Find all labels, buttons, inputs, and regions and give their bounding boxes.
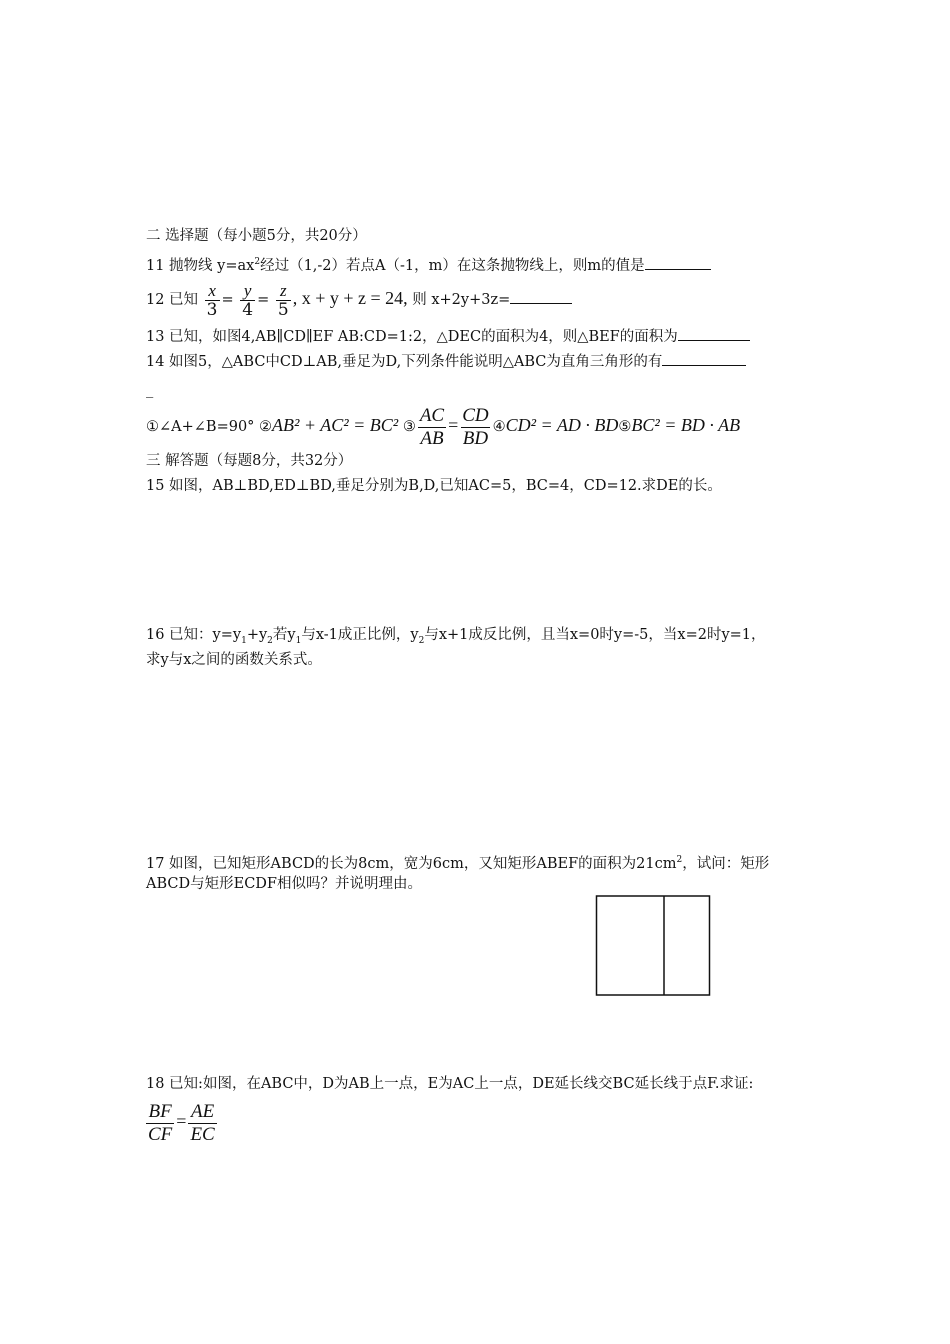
q16-b: +y [246,627,268,643]
question-14 [146,351,746,372]
q16-sub-2: 2 [267,635,273,646]
q17-a: 17 如图，已知矩形ABCD的长为8cm，宽为6cm，又知矩形ABEF的面积为21cm [146,855,677,872]
q14-option-5-label: ⑤ [618,419,632,435]
q17-outer-rectangle [597,896,710,995]
q12-f3-num: z [279,280,287,300]
q14-option-3-label: ③ [402,419,416,435]
q17-b: ，试问：矩形 [682,855,770,872]
section-title-answer: 三 解答题（每题8分，共32分） [146,453,353,469]
q16-e: 与x+1成反比例，且当x=0时y=-5，当x=2时y=1， [424,627,766,643]
q12-condition: , x + y + z = 24, [292,288,408,308]
q12-f2-num: y [243,280,252,300]
q12-f1-den: 3 [206,299,218,320]
q14-o3-f2-num: CD [462,404,489,426]
question-12 [146,276,572,322]
q14-option-4-expr: CD² = AD · BD [505,415,619,435]
q18-f1-num: BF [148,1100,172,1122]
q12-eq-1: = [221,292,239,308]
q11-sup: 2 [254,257,261,267]
q12-f3-den: 5 [277,299,289,320]
q18-frac-ae-ec [188,1101,216,1146]
q16-sub-4: 2 [418,635,425,646]
question-17-line-2: ABCD与矩形ECDF相似吗？并说明理由。 [146,876,422,892]
q11-text-b: 经过（1,-2）若点A（-1，m）在这条抛物线上，则m的值是 [260,257,645,274]
q18-f1-den: CF [148,1123,173,1145]
q14-option-4-label: ④ [492,419,506,435]
q12-fraction-x [205,281,220,320]
q12-fraction-z [276,281,291,320]
question-13 [146,326,750,347]
q14-option-3-eq: = [448,415,459,435]
q14-text: 14 如图5，△ABC中CD⊥AB,垂足为D,下列条件能说明△ABC为直角三角形的有 [146,354,663,370]
q14-o3-f1-den: AB [420,427,444,449]
q18-f2-num: AE [190,1100,215,1122]
question-11 [146,252,711,276]
question-16-line-1 [146,625,766,651]
q17-rectangle-figure [595,894,713,998]
question-18-line-1: 18 已知:如图，在ABC中，D为AB上一点，E为AC上一点，DE延长线交BC延长线于点F.求证: [146,1076,754,1092]
q14-option-3-frac-1 [418,405,446,450]
question-17-line-1 [146,850,769,874]
q17-sup: 2 [676,855,683,865]
q14-options [146,400,740,452]
q12-prefix: 12 已知 [146,292,199,308]
q11-text-a: 11 抛物线 y=ax [146,257,255,274]
q14-o3-f1-num: AC [419,404,445,426]
q12-eq-2: = [257,292,274,308]
question-15: 15 如图，AB⊥BD,ED⊥BD,垂足分别为B,D,已知AC=5，BC=4，CD=12.求DE的长。 [146,478,722,494]
q18-proof-expression [144,1097,219,1147]
q18-frac-bf-cf [146,1101,174,1146]
q16-a: 16 已知：y=y [146,627,242,643]
q11-answer-blank[interactable] [645,255,711,270]
q14-answer-blank[interactable] [662,351,746,366]
q12-answer-blank[interactable] [510,289,572,304]
q14-option-2-label: ② [259,419,273,435]
q12-tail: 则 x+2y+3z= [412,292,511,308]
q14-option-3-frac-2 [460,405,490,450]
q14-option-5-expr: BC² = BD · AB [631,415,741,435]
q13-answer-blank[interactable] [678,326,750,341]
q18-eq: = [176,1111,187,1131]
q14-o3-f2-den: BD [462,427,489,449]
q12-f2-den: 4 [242,299,254,320]
q14-option-1: ①∠A+∠B=90° [146,419,255,435]
q14-dash: _ [146,382,154,398]
q16-sub-3: 1 [295,635,302,646]
q13-text: 13 已知，如图4,AB∥CD∥EF AB:CD=1:2，△DEC的面积为4，则△BEF的面积为 [146,329,678,345]
q12-f1-num: x [208,280,216,300]
q18-f2-den: EC [190,1123,215,1145]
q16-d: 与x-1成正比例，y [301,627,419,643]
section-title-choice: 二 选择题（每小题5分，共20分） [146,228,367,244]
q16-sub-1: 1 [241,635,247,646]
q12-fraction-y [240,281,255,320]
question-16-line-2: 求y与x之间的函数关系式。 [146,652,322,668]
q16-c: 若y [272,627,296,643]
q14-option-2-expr: AB² + AC² = BC² [272,415,399,435]
